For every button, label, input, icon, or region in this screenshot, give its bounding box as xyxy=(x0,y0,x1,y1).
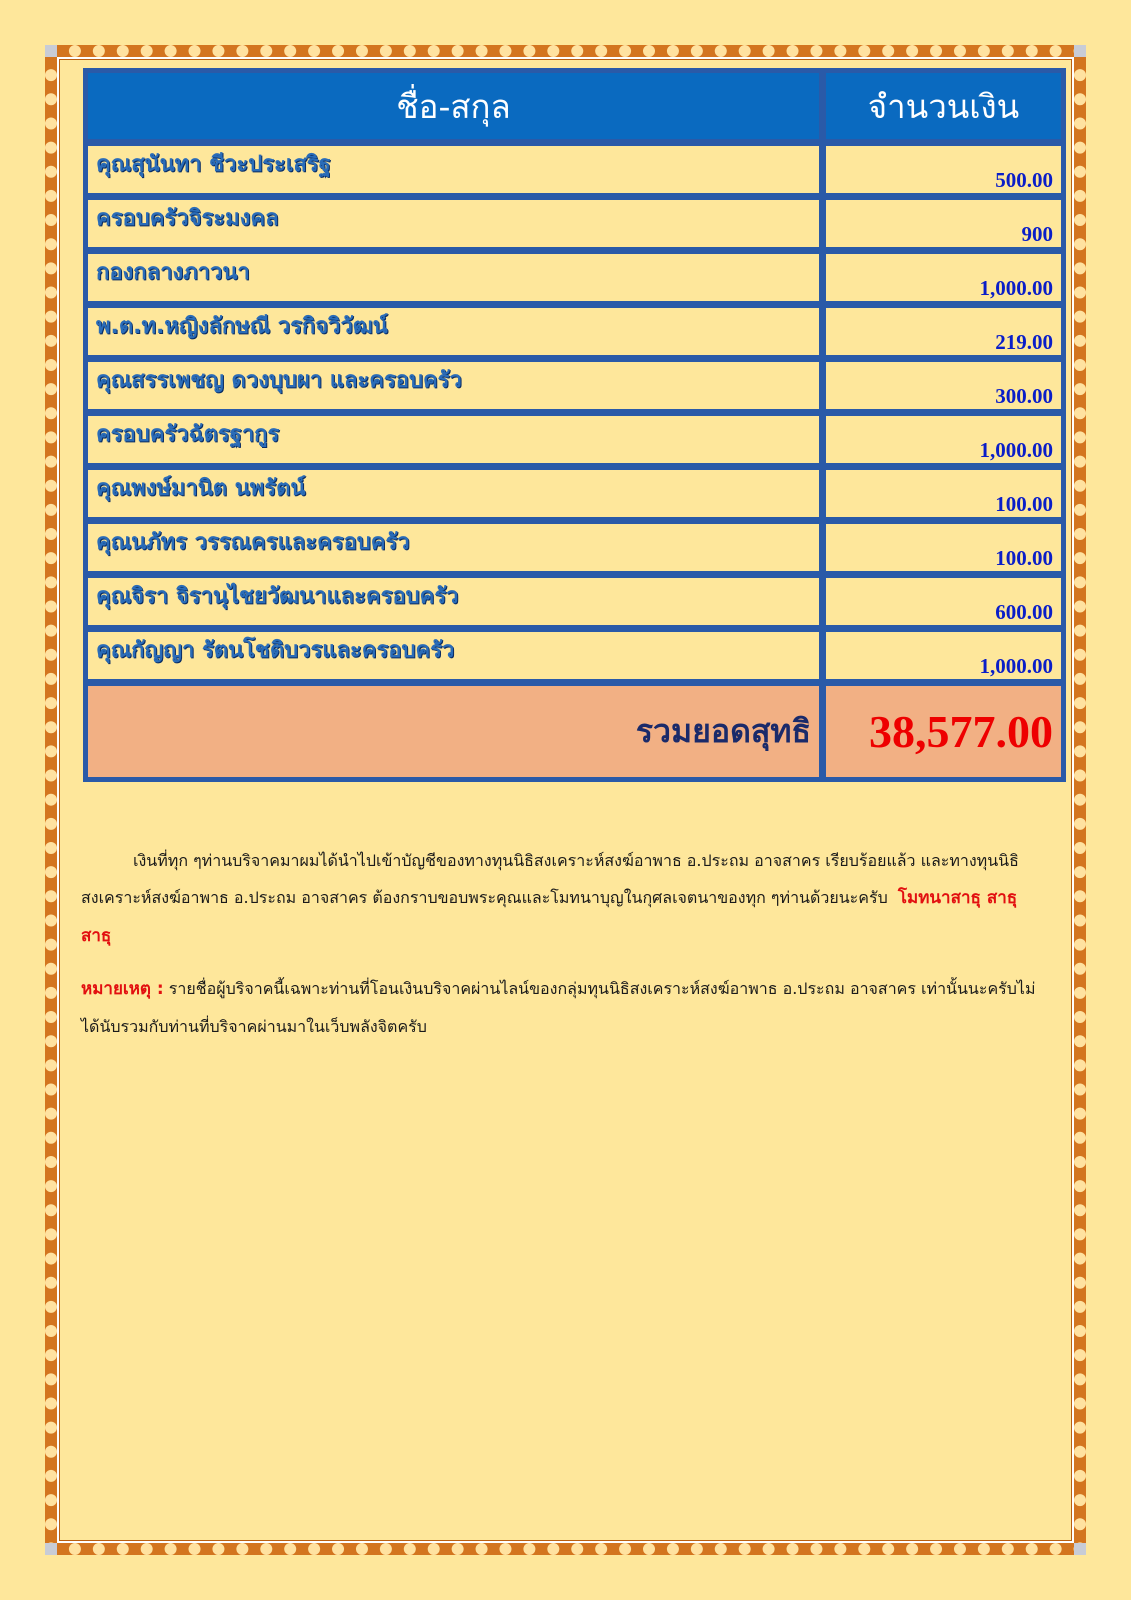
border-corner xyxy=(45,45,57,57)
donor-amount: 1,000.00 xyxy=(824,630,1063,681)
remark-paragraph xyxy=(81,970,1039,1045)
table-header-row xyxy=(86,71,1063,141)
table-row xyxy=(86,306,1063,357)
donor-amount: 600.00 xyxy=(824,576,1063,627)
donor-amount: 500.00 xyxy=(824,144,1063,195)
table-row xyxy=(86,522,1063,573)
remark-text: รายชื่อผู้บริจาคนี้เฉพาะท่านที่โอนเงินบริจาคผ่านไลน์ของกลุ่มทุนนิธิสงเคราะห์สงฆ์อาพาธ อ.ประถม อาจสาคร เท่านั้นนะครับไม่ได้นับรวมกับท่านที่บริจาคผ่านมาในเว็บพลังจิตครับ xyxy=(81,979,1036,1036)
total-value: 38,577.00 xyxy=(824,684,1063,779)
table-row xyxy=(86,360,1063,411)
anumodana-text: โมทนาสาธุ สาธุ สาธุ xyxy=(81,888,1018,946)
donor-amount: 1,000.00 xyxy=(824,414,1063,465)
border-corner xyxy=(1074,45,1086,57)
donor-amount: 100.00 xyxy=(824,522,1063,573)
donor-name: คุณสุนันทา ชีวะประเสริฐ xyxy=(86,144,821,195)
table-row xyxy=(86,414,1063,465)
donor-name: คุณจิรา จิรานุไชยวัฒนาและครอบครัว xyxy=(86,576,821,627)
donor-name: ครอบครัวฉัตรฐากูร xyxy=(86,414,821,465)
donor-amount: 100.00 xyxy=(824,468,1063,519)
table-row xyxy=(86,198,1063,249)
thank-you-paragraph xyxy=(81,842,1039,955)
donor-name: ครอบครัวจิระมงคล xyxy=(86,198,821,249)
header-amount: จำนวนเงิน xyxy=(824,71,1063,141)
table-row xyxy=(86,468,1063,519)
donor-name: กองกลางภาวนา xyxy=(86,252,821,303)
table-row xyxy=(86,144,1063,195)
header-name: ชื่อ-สกุล xyxy=(86,71,821,141)
donor-amount: 300.00 xyxy=(824,360,1063,411)
donation-table xyxy=(83,68,1066,782)
donor-name: คุณกัญญา รัตนโชติบวรและครอบครัว xyxy=(86,630,821,681)
border-corner xyxy=(45,1543,57,1555)
thank-you-text: เงินที่ทุก ๆท่านบริจาคมาผมได้นำไปเข้าบัญชีของทางทุนนิธิสงเคราะห์สงฆ์อาพาธ อ.ประถม อาจสาคร เรียบร้อยแล้ว และทางทุนนิธิสงเคราะห์สงฆ์อาพาธ อ.ประถม อาจสาคร ต้องกราบขอบพระคุณและโมทนาบุญในกุศลเจตนาของทุก ๆท่านด้วยนะครับ xyxy=(81,851,1019,907)
donor-name: พ.ต.ท.หญิงลักษณี วรกิจวิวัฒน์ xyxy=(86,306,821,357)
table-row xyxy=(86,576,1063,627)
total-label: รวมยอดสุทธิ xyxy=(86,684,821,779)
donor-name: คุณพงษ์มานิต นพรัตน์ xyxy=(86,468,821,519)
remark-label: หมายเหตุ : xyxy=(81,979,164,999)
donor-amount: 219.00 xyxy=(824,306,1063,357)
donor-amount: 1,000.00 xyxy=(824,252,1063,303)
donor-name: คุณสรรเพชญ ดวงบุบผา และครอบครัว xyxy=(86,360,821,411)
total-row xyxy=(86,684,1063,779)
donor-name: คุณนภัทร วรรณครและครอบครัว xyxy=(86,522,821,573)
table-row xyxy=(86,630,1063,681)
border-corner xyxy=(1074,1543,1086,1555)
table-row xyxy=(86,252,1063,303)
donor-amount: 900 xyxy=(824,198,1063,249)
